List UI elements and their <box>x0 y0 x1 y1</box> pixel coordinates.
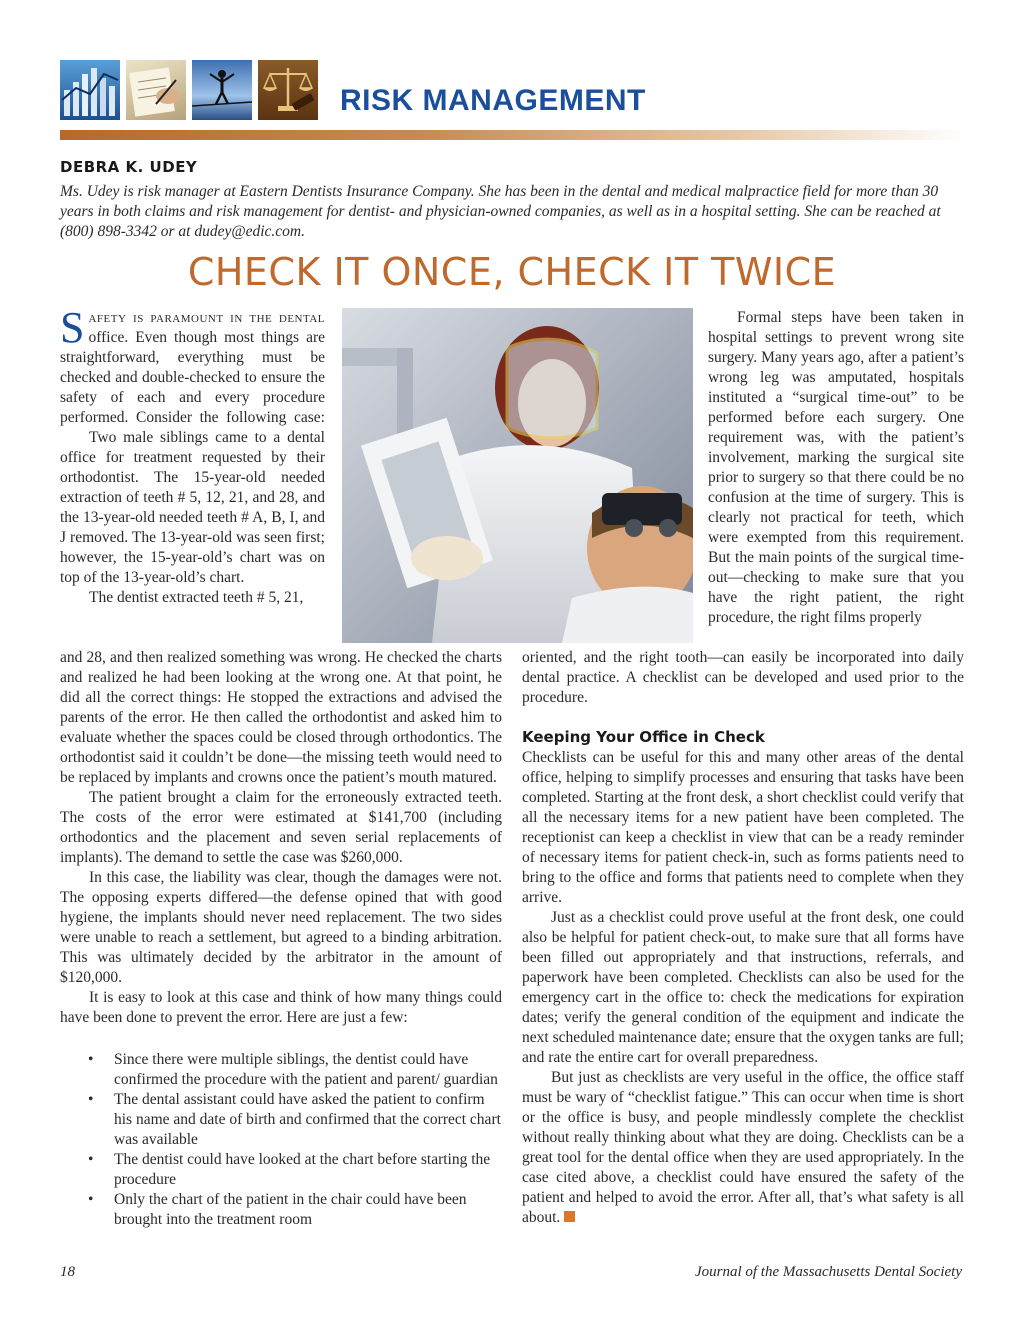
bullet-marker: • <box>88 1051 94 1068</box>
surgical-timeout-paragraph-rest: oriented, and the right tooth—can easily be incorporated into daily dental practice. A checklist can be developed and used prior to the procedure. <box>522 649 964 706</box>
scales-of-justice-icon <box>258 60 318 120</box>
writing-hand-icon <box>126 60 186 120</box>
article-title: CHECK IT ONCE, CHECK IT TWICE <box>187 250 837 294</box>
end-mark-icon <box>564 1211 575 1222</box>
list-item: • The dental assistant could have asked the patient to confirm his name and date of birth and confirmed that the correct chart was available <box>88 1091 501 1148</box>
journal-name: Journal of the Massachusetts Dental Society <box>694 1264 962 1280</box>
author-name: DEBRA K. UDEY <box>60 158 198 176</box>
siblings-paragraph: Two male siblings came to a dental office for treatment requested by their orthodontist. The 15-year-old needed extraction of teeth # 5, 12, 21, and 28, and the 13-year-old needed teeth # A, B, I, and J removed. The 13-year-old was seen first; however, the 15-year-old’s chart was on top of the 13-year-old’s chart. <box>60 429 325 586</box>
list-item: • The dentist could have looked at the chart before starting the procedure <box>88 1151 491 1188</box>
list-item: • Since there were multiple siblings, the dentist could have confirmed the procedure with the patient and parent/ guardian <box>88 1051 498 1088</box>
header-divider <box>60 130 965 140</box>
fatigue-text: But just as checklists are very useful in the office, the office staff must be wary of “checklist fatigue.” This can occur when time is short or the office is busy, and people mindlessly complete the checklist without really thinking about what they are doing. Checklists can be a great tool for the dental office when they are used appropriately. In the case cited above, a checklist could have ensured the safety of the patient and helped to avoid the error. After all, that’s what safety is all about. <box>522 1069 964 1226</box>
lead-paragraph <box>60 303 325 608</box>
dental-team-photo <box>342 308 693 643</box>
tightrope-walker-icon <box>192 60 252 120</box>
right-column-body <box>522 748 964 1228</box>
bar-chart-icon <box>60 60 120 120</box>
header-icon-strip <box>60 60 318 120</box>
liability-paragraph: In this case, the liability was clear, though the damages were not. The opposing experts differed—the defense opined that with good hygiene, the implants should never need replacement. The two sides were unable to reach a settlement, but agreed to a binding arbitration. This was ultimately decided by the arbitrator in the amount of $120,000. <box>60 869 502 986</box>
claim-paragraph: The patient brought a claim for the erroneously extracted teeth. The costs of the error were estimated at $141,700 (including orthodontics and the placement and seven serial replacements of implants). The demand to settle the case was $260,000. <box>60 789 502 866</box>
author-bio: Ms. Udey is risk manager at Eastern Dentists Insurance Company. She has been in the dental and medical malpractice field for more than 30 years in both claims and risk management for dentist- and physician-owned companies, as well as in a hospital setting. She can be reached at (800) 898-3342 or at dudey@edic.com. <box>60 183 941 240</box>
section-heading: Keeping Your Office in Check <box>522 728 765 746</box>
right-column-continuation <box>522 648 964 708</box>
prevention-list <box>60 1050 505 1230</box>
bullet-marker: • <box>88 1191 94 1208</box>
page-number: 18 <box>60 1264 75 1280</box>
lead-text: office. Even though most things are straightforward, everything must be checked and double-checked to ensure the safety of each and every procedure performed. Consider the following case: <box>60 329 325 426</box>
checklists-paragraph: Checklists can be useful for this and many other areas of the dental office, helping to simplify processes and ensuring that tasks have been completed. Starting at the front desk, a short checklist could verify that all the necessary items for a new patient have been completed. The receptionist can keep a checklist in view that can be a ready reminder of necessary items for patient check-in, such as forms patients need to bring to the office and forms that patients need to complete when they arrive. <box>522 749 964 906</box>
list-item: • Only the chart of the patient in the chair could have been brought into the treatment room <box>88 1191 467 1228</box>
checkout-paragraph: Just as a checklist could prove useful at the front desk, one could also be helpful for patient check-out, to make sure that all forms have been filled out appropriately and that instructions, referrals, and paperwork have been completed. Checklists can also be used for the emergency cart in the office to: check the medications for expiration dates; verify the general condition of the equipment and indicate the next scheduled maintenance date; ensure that the oxygen tanks are full; and rate the entire cart for overall preparedness. <box>522 909 964 1066</box>
bullet-marker: • <box>88 1091 94 1108</box>
drop-cap: S <box>60 303 85 352</box>
lead-smallcaps: afety is paramount in the dental <box>88 309 325 326</box>
extract-paragraph-start: The dentist extracted teeth # 5, 21, <box>89 589 304 606</box>
photo-illustration <box>342 308 693 643</box>
surgical-timeout-paragraph: Formal steps have been taken in hospital settings to prevent wrong site surgery. Many years ago, after a patient’s wrong leg was amputated, hospitals instituted a “surgical time-out” to be performed before each surgery. One requirement was, with the patient’s involvement, marking the surgical site prior to surgery so that there could be no confusion at the time of surgery. This is clearly not practical for teeth, which were exempted from this requirement. But the main points of the surgical time-out—checking to make sure that you have the right patient, the right procedure, the right films properly <box>708 309 964 626</box>
easy-paragraph: It is easy to look at this case and think of how many things could have been done to prevent the error. Here are just a few: <box>60 989 502 1026</box>
bullet-marker: • <box>88 1151 94 1168</box>
fatigue-paragraph <box>522 1068 964 1228</box>
section-title: RISK MANAGEMENT <box>340 84 646 117</box>
right-column-top <box>708 308 964 628</box>
extract-paragraph-rest: and 28, and then realized something was wrong. He checked the charts and realized he had been looking at the wrong one. At that point, he did all the correct things: He stopped the extractions and advised the parents of the error. He then called the orthodontist and asked him to evaluate whether the spaces could be closed through orthodontics. The orthodontist said it couldn’t be done—the missing teeth would need to be replaced by implants and crowns once the patient’s mouth matured. <box>60 649 502 786</box>
left-column-body <box>60 648 502 1028</box>
